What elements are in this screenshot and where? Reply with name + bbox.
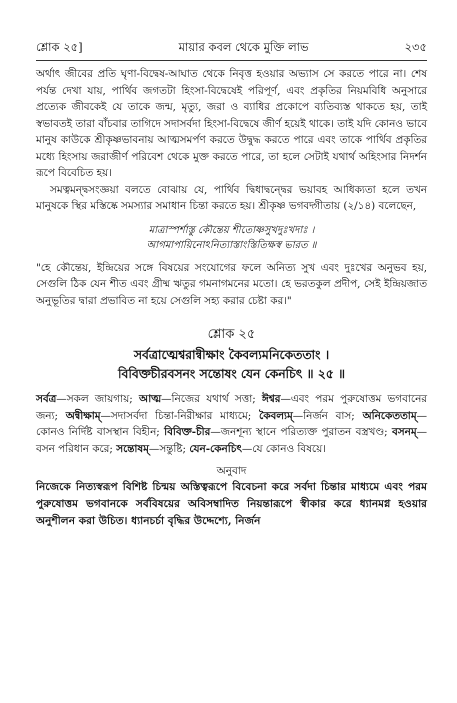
verse-text — [36, 345, 427, 383]
header-verse-ref: শ্লোক ২৫] — [36, 39, 83, 54]
page-body — [36, 66, 427, 530]
synonym-word: বসনম্ — [391, 426, 417, 438]
synonym-word: অনিকেততাম্ — [362, 409, 417, 422]
page-number: ২৩৫ — [404, 39, 427, 54]
synonym-meaning: —নির্জন বাস; — [292, 409, 363, 422]
synonym-word: বিবিক্ত-চীর — [164, 426, 211, 438]
synonym-meaning: —সকল জায়গায়; — [56, 393, 140, 405]
page-header — [36, 38, 427, 58]
header-chapter-title: মায়ার কবল থেকে মুক্তি লাভ — [178, 39, 309, 54]
synonym-word: যেন-কেনচিৎ — [189, 442, 242, 455]
synonym-meaning: —সদাসর্বদা চিন্তা-নিরীক্ষার মাধ্যমে; — [100, 409, 260, 422]
synonym-meaning: —সন্তুষ্টি; — [148, 442, 190, 455]
synonym-word: কৈবল্যম্ — [259, 409, 293, 422]
purport-paragraph-1: অর্থাৎ জীবের প্রতি ঘৃণা-বিদ্বেষ-আঘাত থেকে নিবৃত্ত হওয়ার অভ্যাস সে করতে পারে না। শেষ পর্যন্ত দেখা যায়, পার্থিব জগতটা হিংসা-বিদ্বেষেই পরিপূর্ণ, এবং প্রকৃতির নিয়মবিধি অনুসারে প্রত্যেক জীবকেই যে তাকে জন্ম, মৃত্যু, জরা ও ব্যাধির প্রকোপে ব্যতিব্যস্ত থাকতে হয়, তাই স্বভাবতই তারা বাঁচবার তাগিদে সদাসর্বদা হিংসা-বিদ্বেষে জীর্ণ হয়েই থাকে। তাই যদি কোনও ভাবে মানুষ কাউকে শ্রীকৃষ্ণভাবনায় আত্মসমর্পণ করতে উদ্বুদ্ধ করতে পারে এবং তাকে পার্থিব প্রকৃতির মধ্যে হিংসায় জরাজীর্ণ পরিবেশ থেকে মুক্ত করতে পারে, তা হলে সেটাই যথার্থ অহিংসার নিদর্শন রূপে বিবেচিত হয়। — [36, 68, 427, 179]
gita-quote — [36, 223, 427, 254]
verse-line-2: বিবিক্তচীরবসনং সন্তোষং যেন কেনচিৎ ॥ ২৫ ॥ — [117, 366, 345, 381]
purport-paragraph-3: "হে কৌন্তেয়, ইন্দ্রিয়ের সঙ্গে বিষয়ের সংযোগের ফলে অনিত্য সুখ এবং দুঃখের অনুভব হয়, সেগুলি ঠিক যেন শীত এবং গ্রীষ্ম ঋতুর গমনাগমনের মতো। হে ভরতকুল প্রদীপ, সেই ইন্দ্রিয়জাত অনুভূতির দ্বারা প্রভাবিত না হয়ে সেগুলি সহ্য করার চেষ্টা কর।" — [36, 261, 427, 307]
verse-heading: শ্লোক ২৫ — [207, 327, 256, 342]
gita-quote-line-2: আগমাপায়িনোঽনিত্যাস্তাংস্তিতিক্ষস্ব ভারত ॥ — [146, 240, 317, 251]
translation-heading: অনুবাদ — [216, 465, 247, 477]
synonym-word: আত্ম — [139, 393, 162, 405]
purport-paragraph-2: সমত্বমন্দ্বসংজ্ঞয়া বলতে বোঝায় যে, পার্থিব দ্বিধাদ্বন্দ্বের ভয়াবহ আধিক্যতা হলে তখন মানুষকে স্থির মস্তিষ্কে সমস্যার সমাধান চিন্তা করতে হয়। শ্রীকৃষ্ণ ভগবদ্গীতায় (২/১৪) বলেছেন, — [36, 183, 427, 212]
synonym-meaning: —যে কোনও বিষয়ে। — [241, 442, 326, 455]
header-divider — [36, 60, 427, 61]
synonym-meaning: —কোনও নির্দিষ্ট বাসস্থান বিহীন; — [36, 409, 427, 438]
translation-text: নিজেকে নিত্যস্বরূপ বিশিষ্ট চিন্ময় অস্তিত্বরূপে বিবেচনা করে সর্বদা চিন্তার মাধ্যমে এবং পরম পুরুষোত্তম ভগবানকে সর্ববিষয়ের অবিসম্বাদিত নিয়ন্তারূপে স্বীকার করে ধ্যানমগ্ন হওয়ার অনুশীলন করা উচিত। ধ্যানচর্চা বৃদ্ধির উদ্দেশ্যে, নির্জন — [36, 481, 427, 527]
verse-line-1: সর্বত্রাত্মেশ্বরান্বীক্ষাং কৈবল্যমনিকেততাং । — [133, 347, 330, 362]
synonym-meaning: —জনশূন্য স্থানে পরিত্যক্ত পুরাতন বস্ত্রখণ্ড; — [210, 426, 392, 438]
synonym-word: সর্বত্র — [36, 393, 57, 405]
synonym-meaning: —নিজের যথার্থ সত্তা; — [161, 393, 263, 405]
synonym-word: ঈশ্বর — [262, 393, 281, 405]
synonym-meaning: —বসন পরিধান করে; — [36, 426, 427, 455]
synonym-word: অন্বীক্ষাম্ — [65, 409, 101, 422]
synonyms-paragraph — [36, 391, 427, 457]
synonym-meaning: —এবং পরম পুরুষোত্তম ভগবানের জন্য; — [36, 393, 427, 422]
synonym-word: সন্তোষম্ — [116, 442, 149, 455]
gita-quote-line-1: মাত্রাস্পর্শাস্তু কৌন্তেয় শীতোষ্ণসুখদুঃখদাঃ । — [148, 224, 315, 236]
